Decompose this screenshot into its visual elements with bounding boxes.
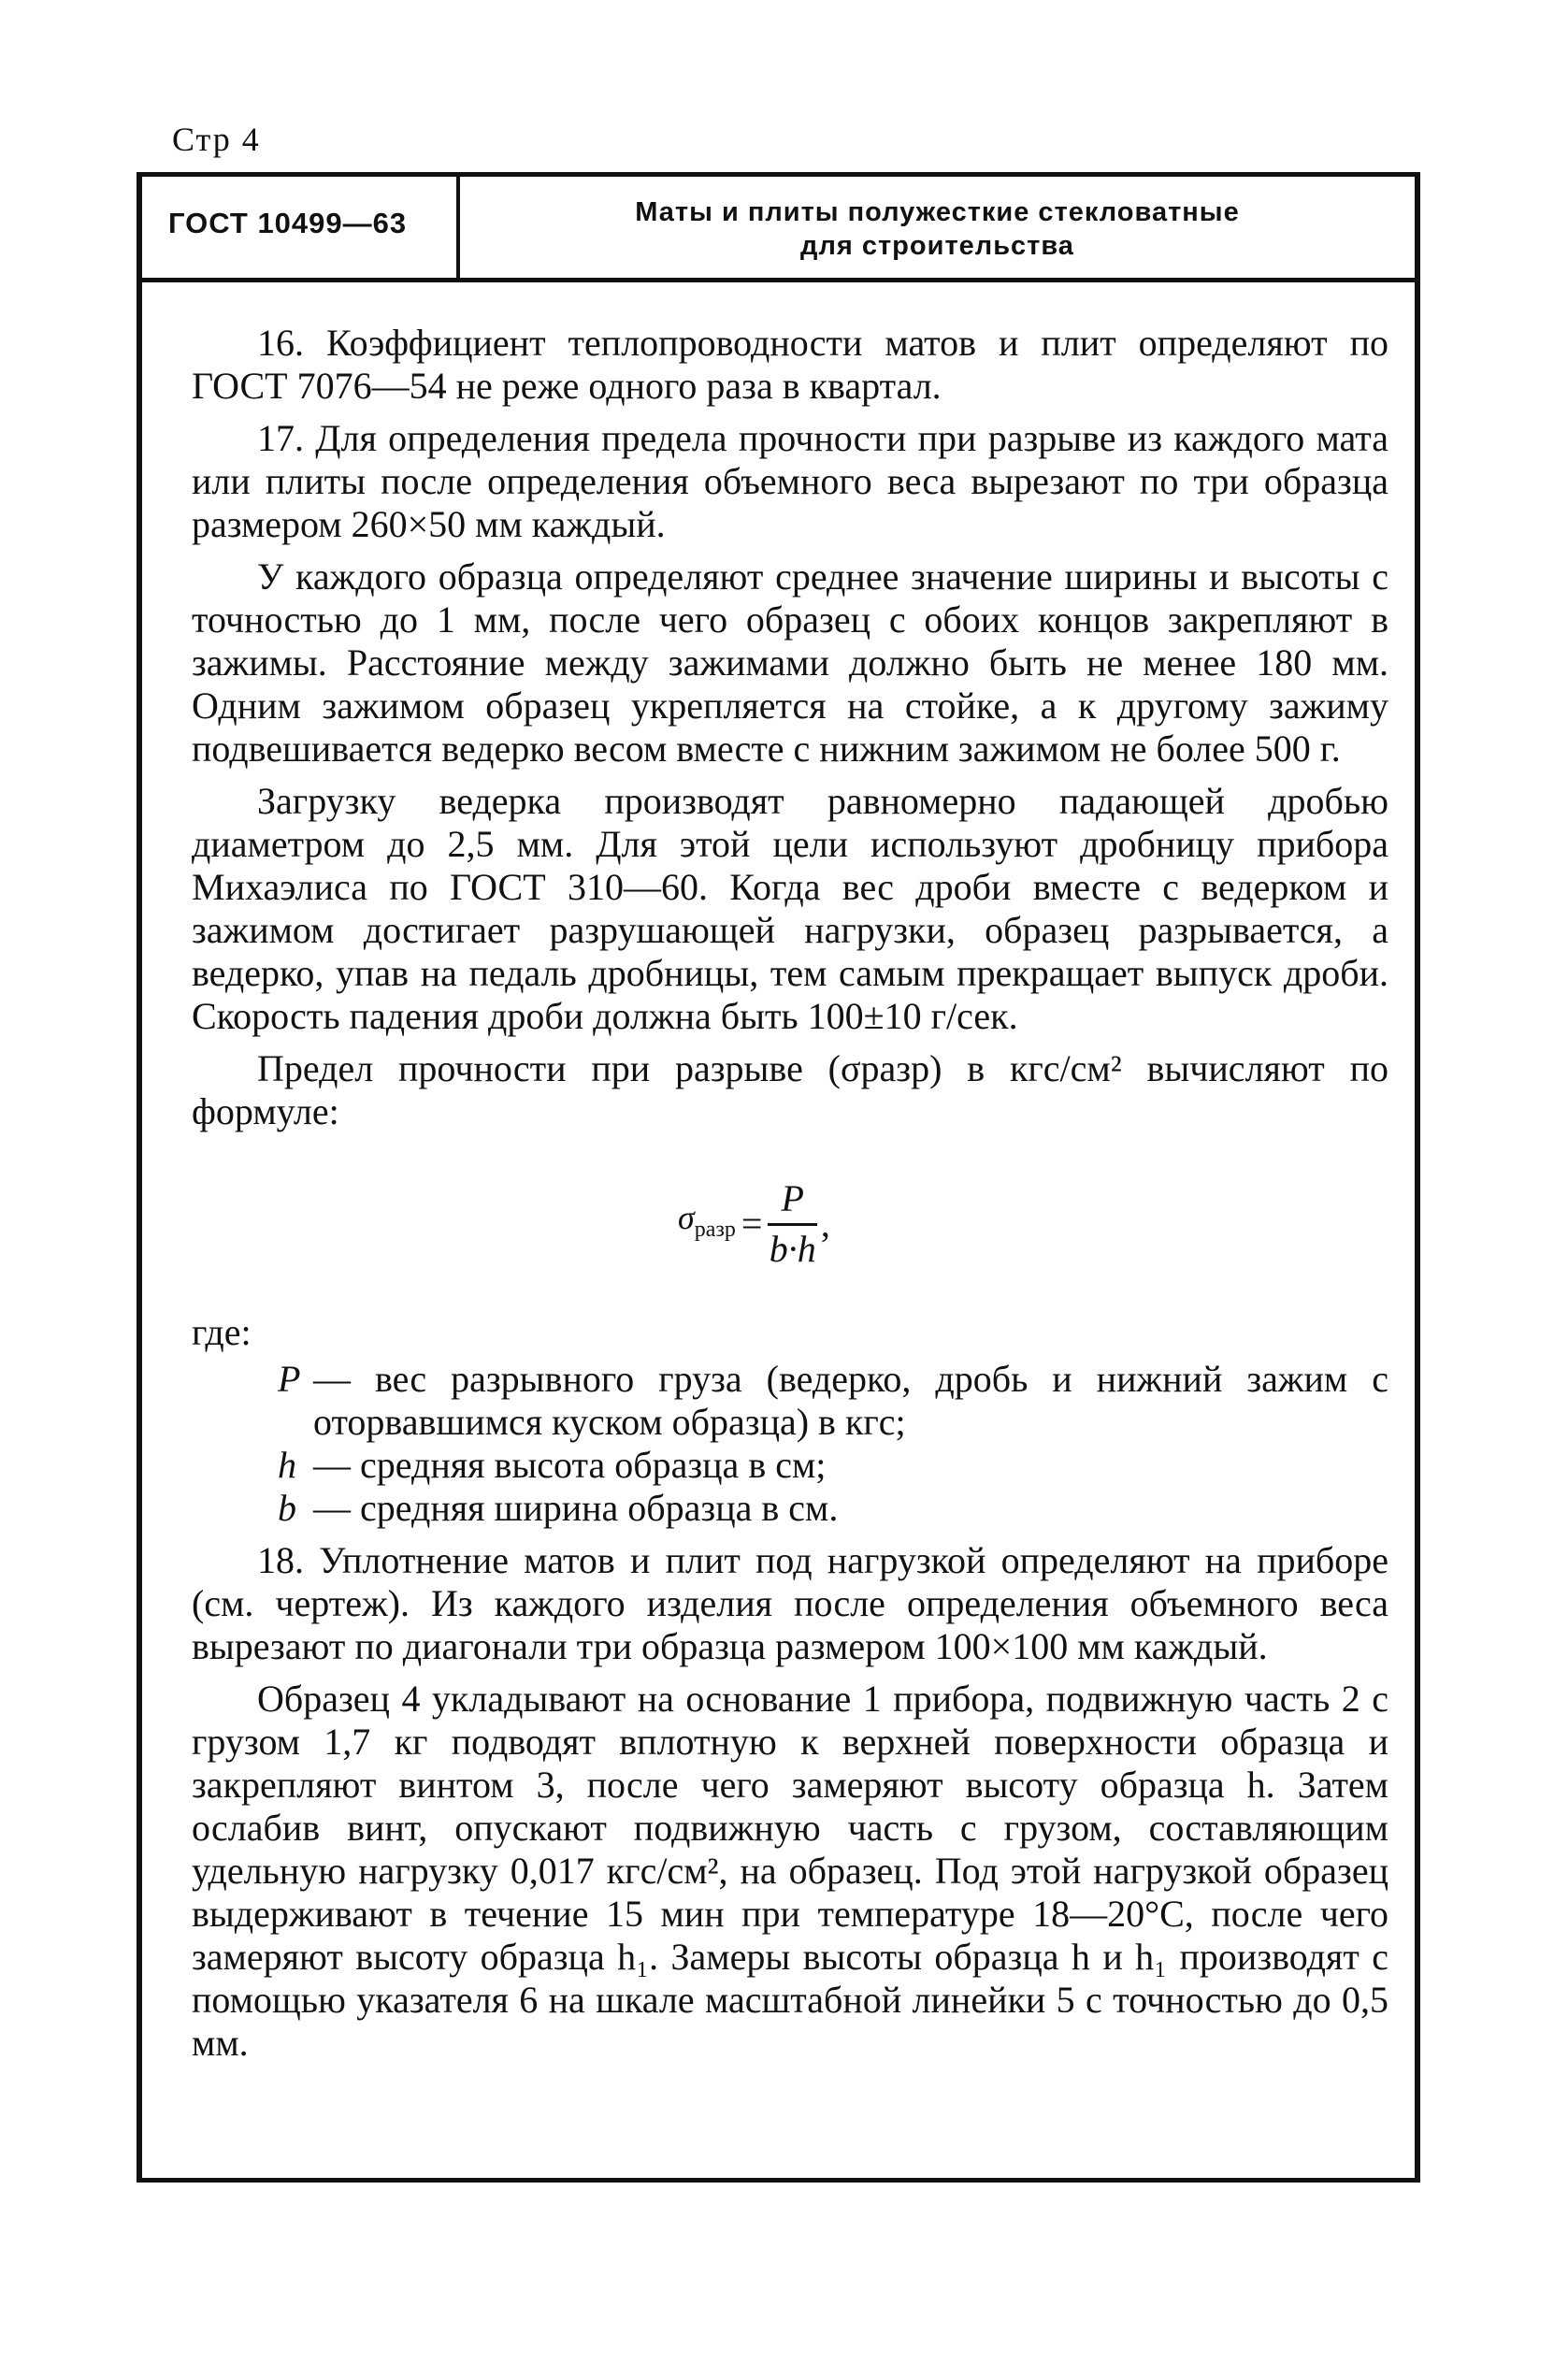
tensile-strength-formula — [678, 1174, 830, 1273]
paragraph-16: 16. Коэффициент теплопроводности матов и плит определяют по ГОСТ 7076—54 не реже одного раза в квартал. — [192, 322, 1388, 407]
legend-symbol: P — [278, 1358, 301, 1400]
paragraph-18: 18. Уплотнение матов и плит под нагрузкой определяют на приборе (см. чертеж). Из каждого изделия после определения объемного веса вырезают по диагонали три образца размером 100×100 мм каждый. — [192, 1539, 1388, 1667]
paragraph-18-procedure: Образец 4 укладывают на основание 1 прибора, подвижную часть 2 с грузом 1,7 кг подводят вплотную к верхней поверхности образца и закрепляют винтом 3, после чего замеряют высоту образца h. Затем ослабив винт, опускают подвижную часть с грузом, составляющим удельную нагрузку 0,017 кгс/см², на образец. Под этой нагрузкой образец выдерживают в течение 15 мин при температуре 18—20°С, после чего замеряют высоту образца h₁. Замеры высоты образца h и h₁ производят с помощью указателя 6 на шкале масштабной линейки 5 с точностью до 0,5 мм. — [192, 1678, 1388, 2064]
document-header — [142, 177, 1415, 282]
formula-legend — [278, 1358, 1388, 1530]
document-body — [192, 322, 1388, 2074]
title-line-1: Маты и плиты полужесткие стекловатные — [635, 197, 1240, 227]
formula-fraction — [768, 1174, 816, 1273]
legend-text: — вес разрывного груза (ведерко, дробь и нижний зажим с оторвавшимся куском образца) в кгс; — [313, 1358, 1388, 1443]
legend-symbol: h — [278, 1444, 296, 1486]
legend-text: — средняя высота образца в см; — [313, 1444, 827, 1486]
legend-symbol: b — [278, 1487, 296, 1529]
paragraph-17: 17. Для определения предела прочности при разрыве из каждого мата или плиты после определения объемного веса вырезают по три образца размером 260×50 мм каждый. — [192, 417, 1388, 545]
formula-equals: = — [741, 1202, 763, 1245]
page-number: Стр 4 — [172, 121, 261, 158]
formula-denominator: b·h — [769, 1228, 816, 1270]
legend-text: — средняя ширина образца в см. — [313, 1487, 839, 1529]
paragraph-17-samples: У каждого образца определяют среднее значение ширины и высоты с точностью до 1 мм, после чего образец с обоих концов закрепляют в зажимы. Расстояние между зажимами должно быть не менее 180 мм. Одним зажимом образец укрепляется на стойке, а к другому зажиму подвешивается ведерко весом вместе с нижним зажимом не более 500 г. — [192, 555, 1388, 770]
legend-item — [278, 1487, 1388, 1530]
formula-numerator: P — [768, 1174, 816, 1226]
formula-sigma: $\sigma_{разр}$ — [678, 1198, 736, 1243]
legend-item — [278, 1444, 1388, 1487]
title-line-2: для строительства — [800, 231, 1074, 261]
gost-number: ГОСТ 10499—63 — [168, 207, 408, 239]
where-label: где: — [192, 1311, 252, 1353]
paragraph-17-loading: Загрузку ведерка производят равномерно падающей дробью диаметром до 2,5 мм. Для этой цели используют дробницу прибора Михаэлиса по ГОСТ 310—60. Когда вес дроби вместе с ведерком и зажимом достигает разрушающей нагрузки, образец разрывается, а ведерко, упав на педаль дробницы, тем самым прекращает выпуск дроби. Скорость падения дроби должна быть 100±10 г/сек. — [192, 780, 1388, 1037]
paragraph-17-formula-intro: Предел прочности при разрыве (σразр) в кгс/см² вычисляют по формуле: — [192, 1047, 1388, 1132]
legend-item — [278, 1358, 1388, 1444]
document-title — [460, 195, 1415, 263]
formula-comma: , — [820, 1202, 830, 1245]
formula-block — [192, 1161, 1388, 1302]
